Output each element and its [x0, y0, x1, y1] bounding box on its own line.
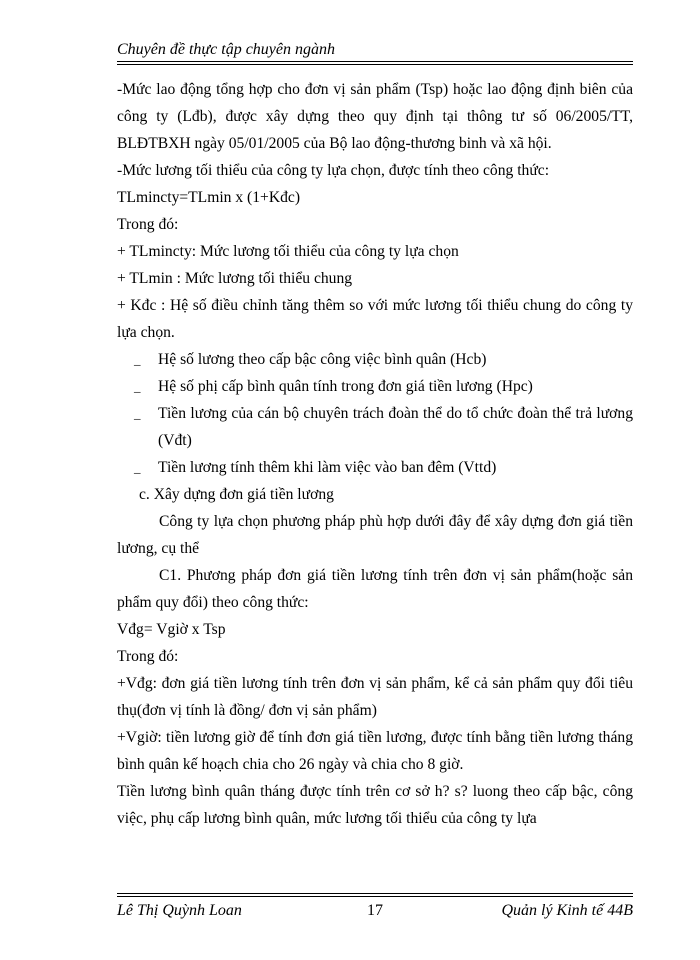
- definition-vgio: +Vgiờ: tiền lương giờ để tính đơn giá tiền lương, được tính bằng tiền lương tháng bình quân kế hoạch chia cho 26 ngày và chia cho 8 giờ.: [117, 729, 633, 773]
- paragraph-where-2: Trong đó:: [117, 648, 179, 665]
- section-heading-unit-price: c. Xây dựng đơn giá tiền lương: [139, 486, 334, 503]
- list-item-text: Hệ số phị cấp bình quân tính trong đơn giá tiền lương (Hpc): [158, 378, 533, 395]
- footer-class: Quản lý Kinh tế 44B: [501, 902, 633, 919]
- list-item: [117, 346, 633, 373]
- list-item: [117, 373, 633, 400]
- definition-tlmin: + TLmin : Mức lương tối thiểu chung: [117, 270, 353, 287]
- paragraph-min-wage: -Mức lương tối thiểu của công ty lựa chọn, được tính theo công thức:: [117, 162, 550, 179]
- definition-vdg: +Vđg: đơn giá tiền lương tính trên đơn vị sản phẩm, kể cả sản phẩm quy đổi tiêu thụ(đơn vị tính là đồng/ đơn vị sản phẩm): [117, 675, 633, 719]
- list-item-text: Hệ số lương theo cấp bậc công việc bình quân (Hcb): [158, 351, 487, 368]
- paragraph-method-c1: C1. Phương pháp đơn giá tiền lương tính trên đơn vị sản phẩm(hoặc sản phẩm quy đổi) theo công thức:: [117, 567, 633, 611]
- bullet-dash: _: [134, 379, 141, 394]
- paragraph-method-choice: Công ty lựa chọn phương pháp phù hợp dưới đây để xây dựng đơn giá tiền lương, cụ thể: [117, 513, 633, 557]
- footer-rule-bottom: [117, 896, 633, 897]
- footer-author: Lê Thị Quỳnh Loan: [117, 902, 242, 919]
- list-item-text: Tiền lương tính thêm khi làm việc vào ban đêm (Vttd): [158, 459, 497, 476]
- list-item: [117, 454, 633, 481]
- page-footer: [117, 901, 633, 921]
- definition-tlmincty: + TLmincty: Mức lương tối thiểu của công ty lựa chọn: [117, 243, 459, 260]
- bullet-dash: _: [134, 406, 141, 421]
- header-rule-bottom: [117, 64, 633, 65]
- list-item: [117, 400, 633, 454]
- list-item-text: Tiền lương của cán bộ chuyên trách đoàn thể do tổ chức đoàn thể trả lương (Vđt): [158, 405, 633, 449]
- paragraph-monthly-wage: Tiền lương bình quân tháng được tính trên cơ sở h? s? luong theo cấp bậc, công việc, phụ cấp lương bình quân, mức lương tối thiểu của công ty lựa: [117, 783, 633, 827]
- header-rule-top: [117, 61, 633, 62]
- definition-kdc: + Kđc : Hệ số điều chỉnh tăng thêm so với mức lương tối thiểu chung do công ty lựa chọn.: [117, 297, 633, 341]
- page-header-title: Chuyên đề thực tập chuyên ngành: [117, 41, 335, 58]
- paragraph-labor-norm: -Mức lao động tổng hợp cho đơn vị sản phẩm (Tsp) hoặc lao động định biên của công ty (Lđb), được xây dựng theo quy định tại thông tư số 06/2005/TT, BLĐTBXH ngày 05/01/2005 của Bộ lao động-thương binh và xã hội.: [117, 81, 633, 152]
- document-body: [117, 76, 633, 832]
- footer-rule-top: [117, 893, 633, 894]
- page-number: 17: [367, 902, 383, 919]
- bullet-dash: _: [134, 460, 141, 475]
- formula-min-wage: TLmincty=TLmin x (1+Kđc): [117, 189, 301, 206]
- formula-unit-price: Vđg= Vgiờ x Tsp: [117, 621, 226, 638]
- paragraph-where-1: Trong đó:: [117, 216, 179, 233]
- bullet-dash: _: [134, 352, 141, 367]
